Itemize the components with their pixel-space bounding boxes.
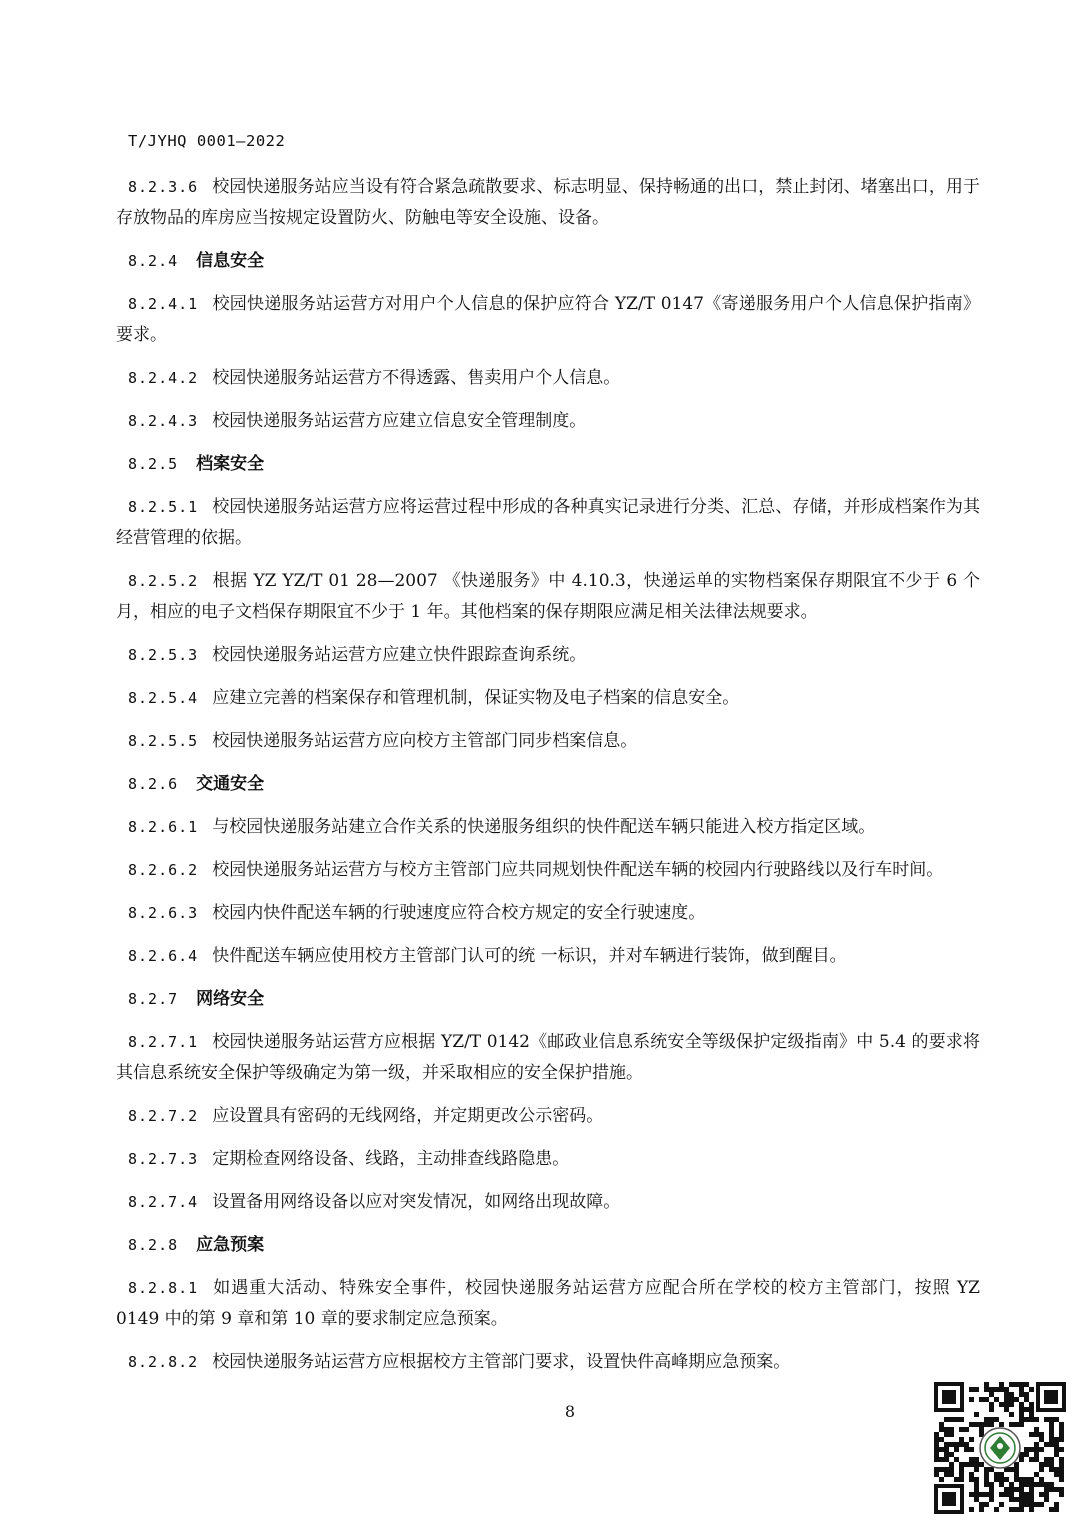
clause-number: 8.2.5.3 bbox=[128, 646, 199, 664]
clause-number: 8.2.4.3 bbox=[128, 412, 199, 430]
clause-8-2-7-4 bbox=[116, 1187, 980, 1218]
clause-8-2-6-2 bbox=[116, 855, 980, 886]
clause-8-2-5-5 bbox=[116, 726, 980, 757]
clause-8-2-8-1 bbox=[116, 1273, 980, 1335]
clause-text: 校园快递服务站运营方对用户个人信息的保护应符合 YZ/T 0147《寄递服务用户个人信息保护指南》要求。 bbox=[116, 294, 980, 345]
page-number: 8 bbox=[564, 1402, 576, 1421]
section-title: 网络安全 bbox=[196, 989, 265, 1009]
clause-8-2-6-3 bbox=[116, 898, 980, 929]
clause-number: 8.2.5.1 bbox=[128, 498, 199, 516]
clause-number: 8.2.3.6 bbox=[128, 178, 199, 196]
section-number: 8.2.5 bbox=[128, 455, 179, 473]
clause-8-2-5-2 bbox=[116, 566, 980, 628]
clause-number: 8.2.8.1 bbox=[128, 1279, 199, 1297]
clause-text: 校园快递服务站运营方应根据校方主管部门要求，设置快件高峰期应急预案。 bbox=[212, 1352, 791, 1372]
clause-text: 校园内快件配送车辆的行驶速度应符合校方规定的安全行驶速度。 bbox=[212, 903, 706, 923]
clause-number: 8.2.8.2 bbox=[128, 1353, 199, 1371]
clause-number: 8.2.4.1 bbox=[128, 295, 199, 313]
clause-8-2-7-3 bbox=[116, 1144, 980, 1175]
clause-number: 8.2.6.4 bbox=[128, 947, 199, 965]
clause-8-2-4-2 bbox=[116, 363, 980, 394]
section-title: 信息安全 bbox=[196, 251, 265, 271]
section-heading-network-security bbox=[116, 984, 980, 1015]
document-body bbox=[116, 172, 980, 1390]
section-title: 交通安全 bbox=[196, 774, 265, 794]
clause-8-2-6-1 bbox=[116, 812, 980, 843]
section-number: 8.2.8 bbox=[128, 1236, 179, 1254]
section-number: 8.2.4 bbox=[128, 252, 179, 270]
clause-text: 如遇重大活动、特殊安全事件，校园快递服务站运营方应配合所在学校的校方主管部门，按照 YZ 0149 中的第 9 章和第 10 章的要求制定应急预案。 bbox=[116, 1278, 980, 1329]
clause-number: 8.2.7.3 bbox=[128, 1150, 199, 1168]
clause-number: 8.2.7.1 bbox=[128, 1033, 199, 1051]
clause-text: 校园快递服务站运营方应将运营过程中形成的各种真实记录进行分类、汇总、存储，并形成档案作为其经营管理的依据。 bbox=[116, 497, 980, 548]
clause-8-2-4-3 bbox=[116, 406, 980, 437]
clause-number: 8.2.7.4 bbox=[128, 1193, 199, 1211]
clause-8-2-5-3 bbox=[116, 640, 980, 671]
clause-number: 8.2.6.2 bbox=[128, 861, 199, 879]
clause-text: 根据 YZ YZ/T 01 28—2007 《快递服务》中 4.10.3，快递运单的实物档案保存期限宜不少于 6 个月，相应的电子文档保存期限宜不少于 1 年。其他档案的保存期限应满足相关法律法规要求。 bbox=[116, 571, 980, 622]
clause-text: 快件配送车辆应使用校方主管部门认可的统 一标识，并对车辆进行装饰，做到醒目。 bbox=[212, 946, 847, 966]
clause-number: 8.2.4.2 bbox=[128, 369, 199, 387]
section-title: 档案安全 bbox=[196, 454, 265, 474]
clause-number: 8.2.7.2 bbox=[128, 1107, 199, 1125]
clause-text: 校园快递服务站运营方应建立信息安全管理制度。 bbox=[212, 411, 587, 431]
clause-text: 定期检查网络设备、线路，主动排查线路隐患。 bbox=[212, 1149, 570, 1169]
section-heading-archive-security bbox=[116, 449, 980, 480]
clause-8-2-8-2 bbox=[116, 1347, 980, 1378]
clause-8-2-7-2 bbox=[116, 1101, 980, 1132]
clause-text: 校园快递服务站运营方应建立快件跟踪查询系统。 bbox=[212, 645, 587, 665]
qr-code-icon[interactable] bbox=[930, 1378, 1070, 1518]
section-number: 8.2.6 bbox=[128, 775, 179, 793]
clause-text: 校园快递服务站运营方不得透露、售卖用户个人信息。 bbox=[212, 368, 621, 388]
clause-text: 应建立完善的档案保存和管理机制，保证实物及电子档案的信息安全。 bbox=[212, 688, 740, 708]
clause-text: 校园快递服务站应当设有符合紧急疏散要求、标志明显、保持畅通的出口，禁止封闭、堵塞出口，用于存放物品的库房应当按规定设置防火、防触电等安全设施、设备。 bbox=[116, 177, 980, 228]
clause-text: 校园快递服务站运营方应向校方主管部门同步档案信息。 bbox=[212, 731, 638, 751]
clause-number: 8.2.5.5 bbox=[128, 732, 199, 750]
clause-number: 8.2.6.3 bbox=[128, 904, 199, 922]
clause-text: 与校园快递服务站建立合作关系的快递服务组织的快件配送车辆只能进入校方指定区域。 bbox=[212, 817, 876, 837]
clause-number: 8.2.5.2 bbox=[128, 572, 199, 590]
clause-8-2-6-4 bbox=[116, 941, 980, 972]
clause-8-2-5-1 bbox=[116, 492, 980, 554]
section-heading-emergency-plan bbox=[116, 1230, 980, 1261]
clause-text: 校园快递服务站运营方应根据 YZ/T 0142《邮政业信息系统安全等级保护定级指南》中 5.4 的要求将其信息系统安全保护等级确定为第一级，并采取相应的安全保护措施。 bbox=[116, 1032, 980, 1083]
standard-code: T/JYHQ 0001—2022 bbox=[128, 132, 286, 150]
clause-text: 应设置具有密码的无线网络，并定期更改公示密码。 bbox=[212, 1106, 604, 1126]
section-number: 8.2.7 bbox=[128, 990, 179, 1008]
clause-text: 设置备用网络设备以应对突发情况，如网络出现故障。 bbox=[212, 1192, 621, 1212]
clause-8-2-4-1 bbox=[116, 289, 980, 351]
clause-number: 8.2.5.4 bbox=[128, 689, 199, 707]
section-title: 应急预案 bbox=[196, 1235, 265, 1255]
section-heading-traffic-security bbox=[116, 769, 980, 800]
clause-8-2-7-1 bbox=[116, 1027, 980, 1089]
section-heading-info-security bbox=[116, 246, 980, 277]
clause-number: 8.2.6.1 bbox=[128, 818, 199, 836]
clause-8-2-5-4 bbox=[116, 683, 980, 714]
clause-text: 校园快递服务站运营方与校方主管部门应共同规划快件配送车辆的校园内行驶路线以及行车时间。 bbox=[212, 860, 944, 880]
clause-8-2-3-6 bbox=[116, 172, 980, 234]
